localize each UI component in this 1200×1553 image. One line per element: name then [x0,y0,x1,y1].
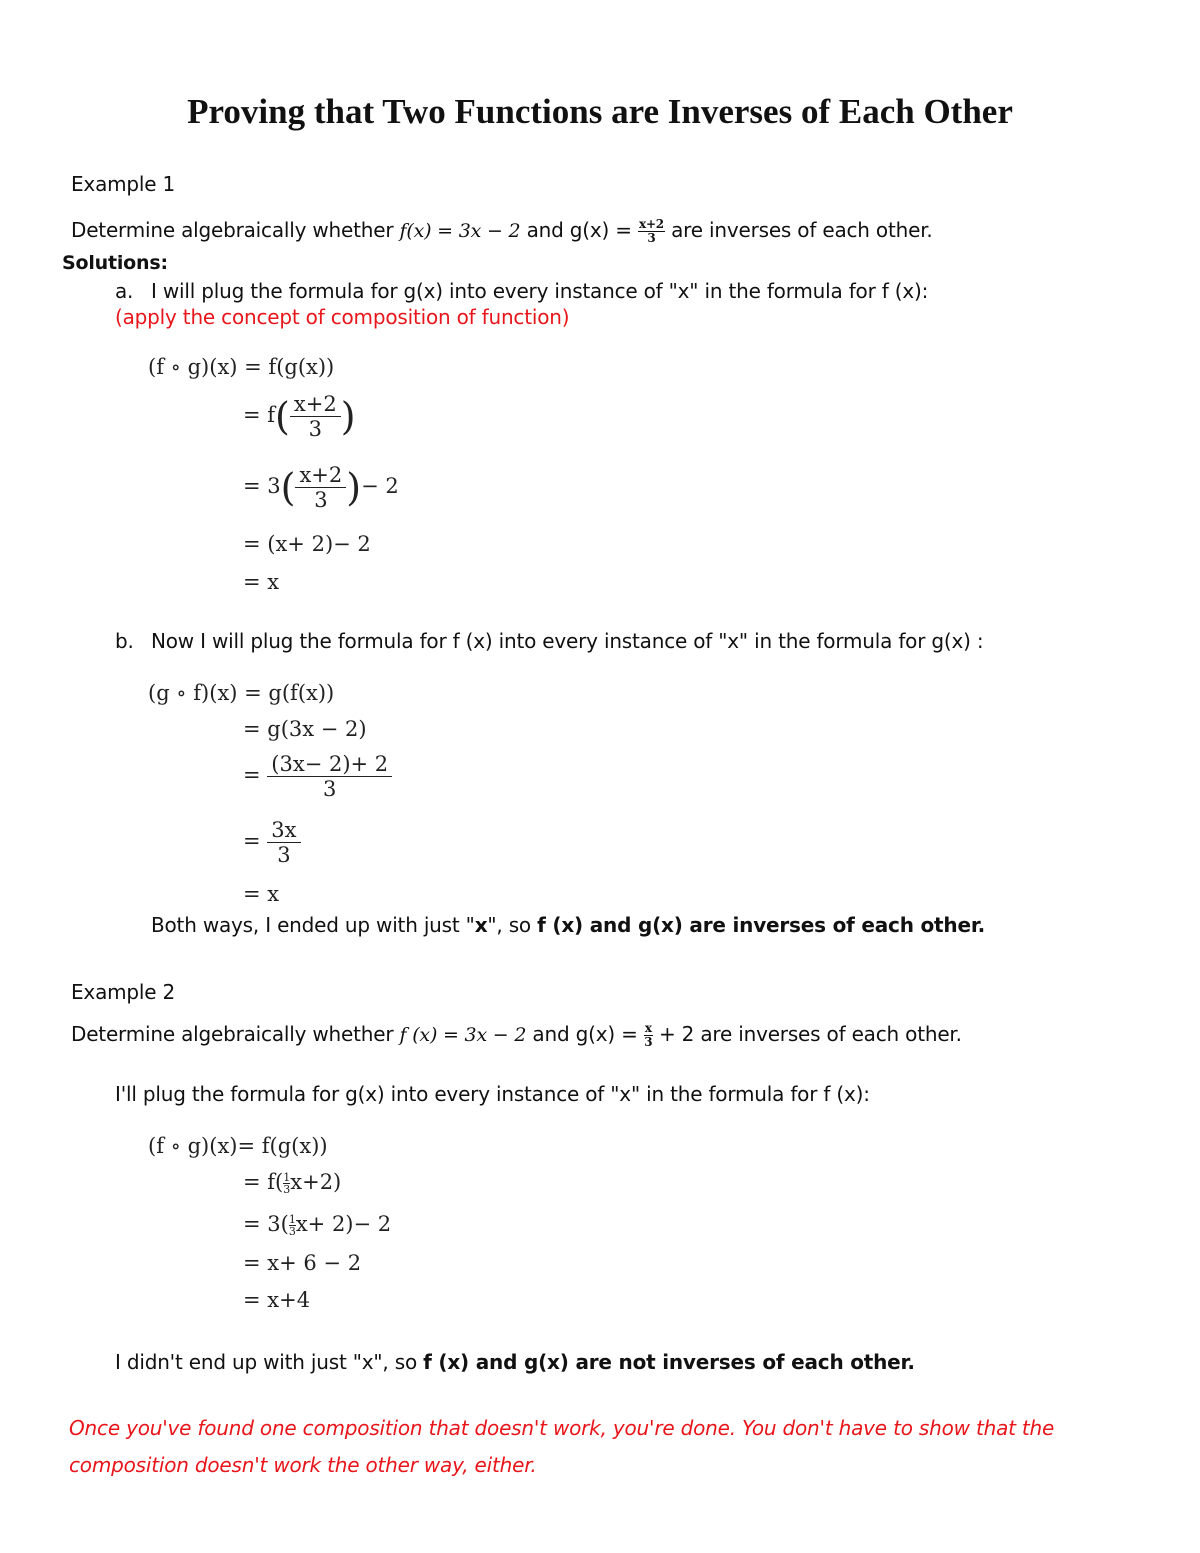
step-c-line-2-pre: = f( [243,1170,284,1194]
g-denominator: 3 [647,231,656,245]
fraction-denominator: 3 [314,488,328,513]
g-numerator: x+2 [638,217,664,232]
closing-note-line-2: composition doesn't work the other way, either. [69,1453,537,1477]
prompt-and: and g(x) = [520,218,638,242]
fraction-numerator: 1 [288,1213,296,1226]
example-2-heading: Example 2 [71,980,176,1004]
example-1-prompt [71,218,933,245]
step-c-line-5: = x+4 [243,1288,311,1312]
step-a-line-2-pre: = f [243,403,276,428]
left-paren: ( [275,394,290,439]
page-title: Proving that Two Functions are Inverses of Each Other [187,92,1013,131]
fraction-numerator: x+2 [295,463,346,488]
conclusion-pre: Both ways, I ended up with just " [151,913,475,937]
step-c-line-3-post: x+ 2)− 2 [295,1212,392,1236]
example-1-heading: Example 1 [71,172,176,196]
right-paren: ) [340,394,356,439]
step-a-line-1: (f ∘ g)(x) = f(g(x)) [148,355,335,379]
conclusion-pre: I didn't end up with just "x", so [115,1350,424,1374]
solutions-label: Solutions: [62,252,168,274]
prompt-and: and g(x) = [526,1022,644,1046]
conclusion-bold: f (x) and g(x) are not inverses of each other. [423,1350,915,1374]
step-c-line-3-pre: = 3( [243,1212,289,1236]
fraction-denominator: 3 [277,843,291,868]
step-a-line-3-fraction [295,463,346,512]
fraction-denominator: 3 [323,777,337,802]
f-definition: f (x) = 3x − 2 [399,1024,527,1046]
prompt-post: are inverses of each other. [664,218,933,242]
fraction-denominator: 3 [283,1183,291,1196]
one-third-fraction [289,1214,296,1237]
fraction-numerator: (3x− 2)+ 2 [267,752,392,777]
part-a-note: (apply the concept of composition of function) [115,305,570,329]
fraction-denominator: 3 [288,1225,296,1238]
g-numerator: x [644,1021,652,1036]
right-paren: ) [346,465,362,510]
step-c-line-1: (f ∘ g)(x)= f(g(x)) [148,1134,328,1158]
f-definition: f(x) = 3x − 2 [399,220,521,242]
step-a-line-2-fraction [290,392,341,441]
step-c-line-2 [243,1170,341,1195]
fraction-numerator: x+2 [290,392,341,417]
step-c-line-4: = x+ 6 − 2 [243,1251,362,1275]
conclusion-bold: f (x) and g(x) are inverses of each other. [537,913,986,937]
step-a-line-3 [243,463,399,512]
step-b-line-3 [243,752,392,801]
fraction-numerator: 1 [283,1171,291,1184]
g-fraction [644,1022,653,1048]
g-denominator: 3 [644,1035,653,1049]
conclusion-mid: ", so [487,913,538,937]
part-b-text: Now I will plug the formula for f (x) into every instance of "x" in the formula for g(x) : [151,629,984,653]
step-b-line-4-fraction [267,818,300,867]
step-b-line-3-fraction [267,752,392,801]
step-c-line-3 [243,1212,391,1237]
step-b-line-4 [243,818,301,867]
step-b-line-2: = g(3x − 2) [243,717,367,741]
step-a-line-2 [243,392,356,441]
fraction-numerator: 3x [267,818,300,843]
part-a-text: I will plug the formula for g(x) into every instance of "x" in the formula for f (x): [151,279,929,303]
example-1-conclusion [151,913,985,937]
example-2-prompt [71,1022,962,1049]
step-a-line-3-post: − 2 [361,474,399,499]
closing-note-line-1: Once you've found one composition that doesn't work, you're done. You don't have to show that the [69,1416,1055,1440]
part-a-label: a. [115,279,134,303]
step-a-line-5: = x [243,570,280,594]
step-a-line-4: = (x+ 2)− 2 [243,532,371,556]
part-b-label: b. [115,629,134,653]
fraction-denominator: 3 [308,417,322,442]
step-b-line-1: (g ∘ f)(x) = g(f(x)) [148,681,335,705]
step-a-line-3-pre: = 3 [243,474,281,499]
example-2-conclusion [115,1350,915,1374]
step-b-line-4-pre: = [243,829,261,854]
prompt-post: + 2 are inverses of each other. [652,1022,962,1046]
example-2-intro: I'll plug the formula for g(x) into every instance of "x" in the formula for f (x): [115,1082,870,1106]
left-paren: ( [280,465,296,510]
g-fraction [638,218,665,244]
step-b-line-5: = x [243,882,280,906]
step-c-line-2-post: x+2) [290,1170,342,1194]
conclusion-x: x [474,913,488,937]
prompt-pre: Determine algebraically whether [71,1022,400,1046]
step-b-line-3-pre: = [243,763,261,788]
prompt-pre: Determine algebraically whether [71,218,400,242]
